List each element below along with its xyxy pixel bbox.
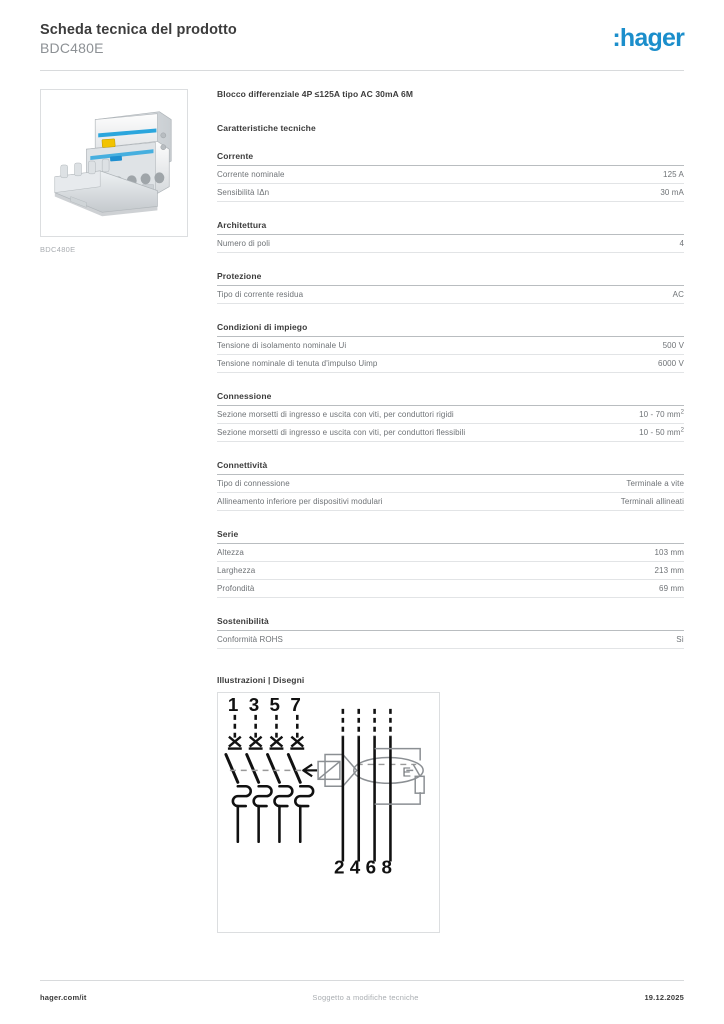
spec-group-heading: Connettività — [217, 460, 684, 475]
spec-value-superscript: 2 — [680, 427, 684, 434]
spec-value: 213 mm — [654, 566, 684, 575]
spec-group-heading: Serie — [217, 529, 684, 544]
terminal-label-3: 3 — [248, 693, 260, 715]
wiring-diagram — [217, 692, 440, 933]
terminal-label-8: 8 — [381, 856, 392, 878]
spec-group-heading: Corrente — [217, 151, 684, 166]
spec-row — [217, 424, 684, 442]
spec-label: Conformità ROHS — [217, 635, 283, 644]
spec-groups — [217, 151, 684, 649]
product-image-column — [40, 89, 203, 933]
product-image — [40, 89, 188, 237]
spec-label: Numero di poli — [217, 239, 270, 248]
spec-column — [203, 89, 684, 933]
spec-value — [639, 428, 684, 437]
header-titles — [40, 22, 237, 56]
spec-group — [217, 322, 684, 373]
test-label: E — [402, 764, 411, 780]
footer-date: 19.12.2025 — [644, 993, 684, 1002]
spec-value — [639, 410, 684, 419]
spec-value: Sì — [676, 635, 684, 644]
spec-value: 4 — [679, 239, 684, 248]
spec-value: 69 mm — [659, 584, 684, 593]
spec-label: Sensibilità IΔn — [217, 188, 270, 197]
spec-row — [217, 166, 684, 184]
spec-group — [217, 460, 684, 511]
terminal-label-5: 5 — [269, 693, 281, 715]
spec-label: Allineamento inferiore per dispositivi modulari — [217, 497, 383, 506]
spec-label: Tensione nominale di tenuta d'impulso Uimp — [217, 359, 378, 368]
spec-row — [217, 406, 684, 424]
spec-row — [217, 355, 684, 373]
spec-group — [217, 529, 684, 598]
spec-label: Sezione morsetti di ingresso e uscita con viti, per conduttori rigidi — [217, 410, 454, 419]
footer-divider — [40, 980, 684, 981]
spec-group — [217, 151, 684, 202]
spec-row — [217, 580, 684, 598]
spec-label: Altezza — [217, 548, 244, 557]
spec-row — [217, 493, 684, 511]
tech-specs-title: Caratteristiche tecniche — [217, 123, 316, 133]
terminal-label-7: 7 — [290, 693, 301, 715]
spec-group — [217, 220, 684, 253]
spec-group — [217, 271, 684, 304]
hager-logo: :hager — [612, 24, 684, 52]
main-content — [40, 71, 684, 933]
spec-label: Sezione morsetti di ingresso e uscita con viti, per conduttori flessibili — [217, 428, 466, 437]
spec-value: Terminale a vite — [626, 479, 684, 488]
terminal-label-6: 6 — [365, 856, 377, 878]
spec-row — [217, 544, 684, 562]
spec-label: Corrente nominale — [217, 170, 285, 179]
page-footer — [40, 980, 684, 1002]
spec-row — [217, 475, 684, 493]
spec-label: Profondità — [217, 584, 255, 593]
spec-label: Tipo di connessione — [217, 479, 290, 488]
spec-row — [217, 631, 684, 649]
terminal-label-2: 2 — [333, 856, 345, 878]
spec-value: 125 A — [663, 170, 684, 179]
spec-group-heading: Connessione — [217, 391, 684, 406]
spec-value: 30 mA — [660, 188, 684, 197]
page-title: Scheda tecnica del prodotto — [40, 22, 237, 38]
spec-value: 500 V — [662, 341, 684, 350]
wiring-diagram-svg — [218, 693, 439, 932]
spec-label: Larghezza — [217, 566, 256, 575]
spec-value: Terminali allineati — [620, 497, 684, 506]
spec-group-heading: Sostenibilità — [217, 616, 684, 631]
spec-group-heading: Protezione — [217, 271, 684, 286]
product-photo-svg — [41, 90, 187, 236]
spec-row — [217, 184, 684, 202]
spec-value-text: 10 - 50 mm — [639, 428, 681, 437]
spec-row — [217, 286, 684, 304]
footer-disclaimer: Soggetto a modifiche tecniche — [312, 993, 419, 1002]
terminal-label-4: 4 — [349, 856, 361, 878]
spec-value: 6000 V — [658, 359, 684, 368]
spec-value: AC — [672, 290, 684, 299]
spec-value-text: 10 - 70 mm — [639, 410, 681, 419]
spec-label: Tensione di isolamento nominale Ui — [217, 341, 347, 350]
terminal-label-1: 1 — [227, 693, 239, 715]
spec-value: 103 mm — [654, 548, 684, 557]
page-header — [40, 0, 684, 56]
product-image-caption: BDC480E — [40, 245, 76, 254]
spec-group-heading: Condizioni di impiego — [217, 322, 684, 337]
spec-group-heading: Architettura — [217, 220, 684, 235]
spec-row — [217, 337, 684, 355]
spec-row — [217, 562, 684, 580]
spec-value-superscript: 2 — [680, 409, 684, 416]
spec-row — [217, 235, 684, 253]
spec-group — [217, 616, 684, 649]
spec-label: Tipo di corrente residua — [217, 290, 304, 299]
product-name: Blocco differenziale 4P ≤125A tipo AC 30mA 6M — [217, 89, 414, 99]
footer-website[interactable]: hager.com/it — [40, 993, 87, 1002]
spec-group — [217, 391, 684, 442]
drawings-title: Illustrazioni | Disegni — [217, 675, 305, 685]
page-subtitle: BDC480E — [40, 40, 104, 56]
